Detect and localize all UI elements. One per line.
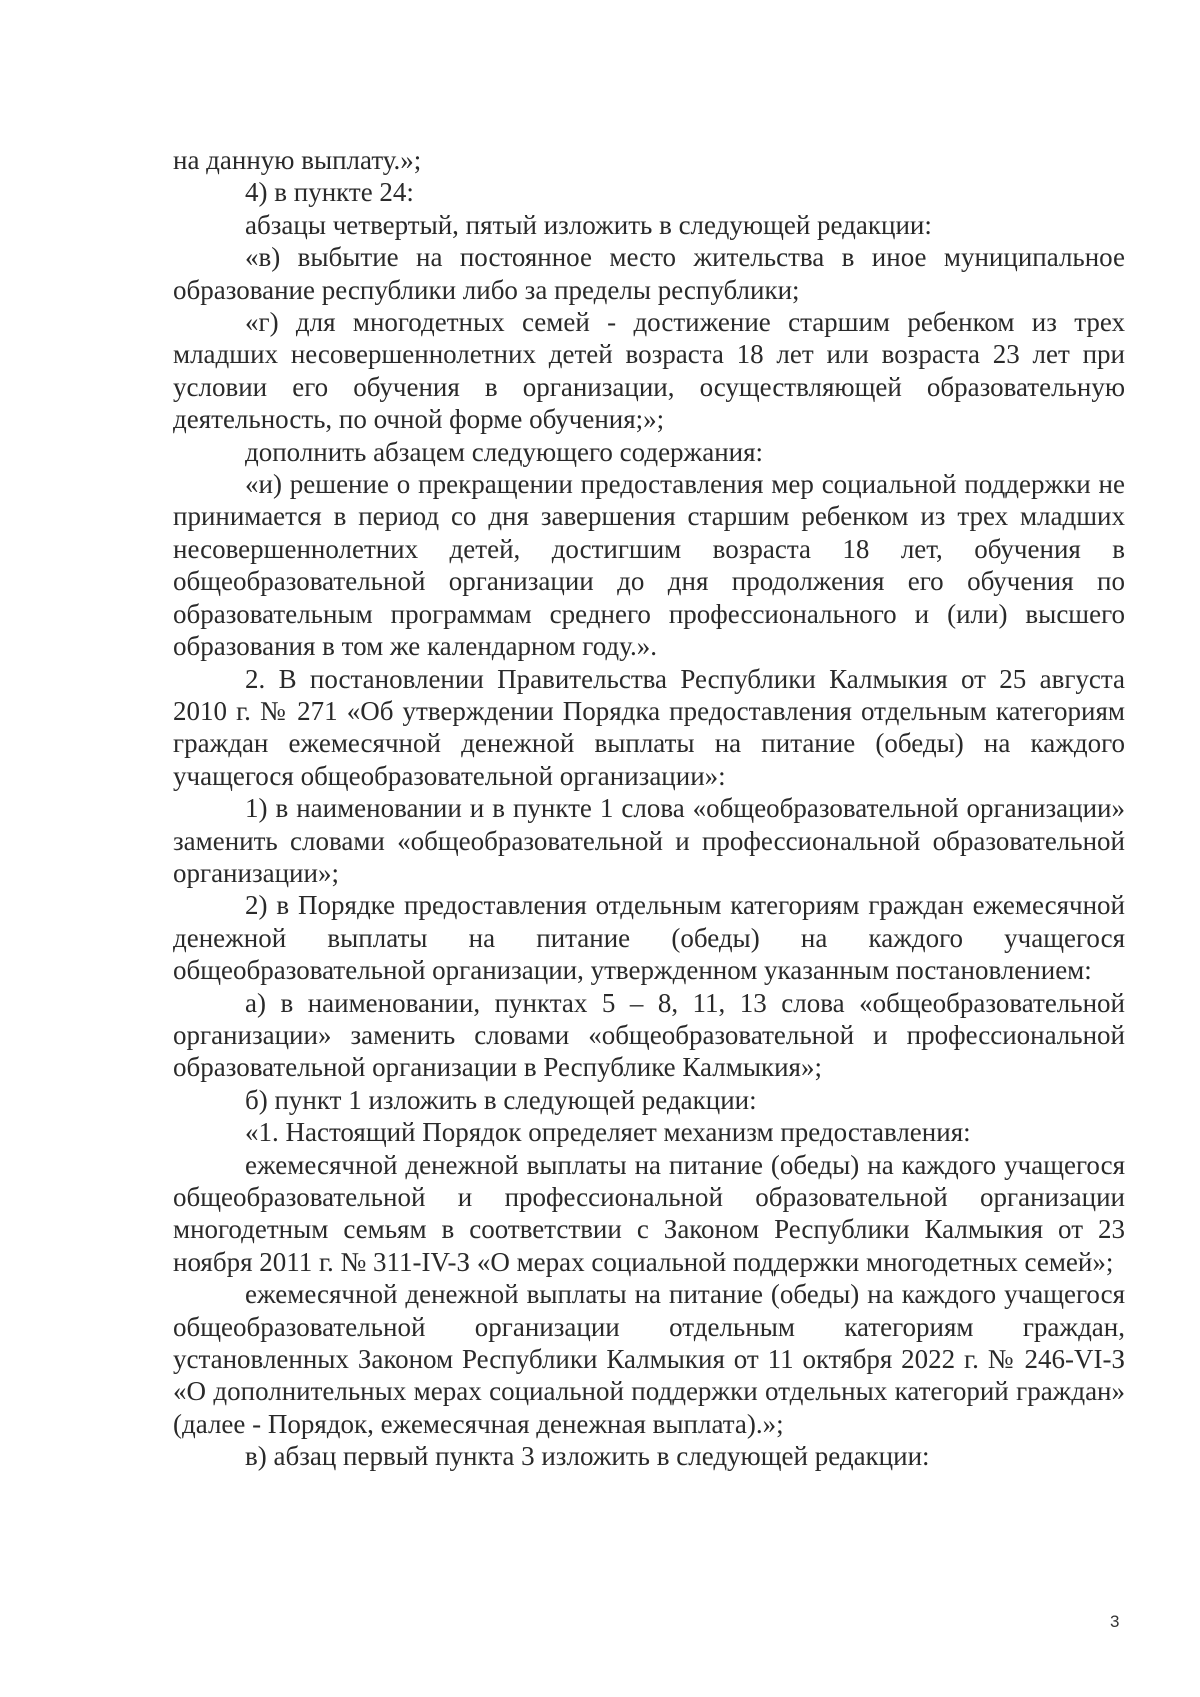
paragraph: абзацы четвертый, пятый изложить в следующей редакции: bbox=[245, 209, 932, 240]
paragraph: ежемесячной денежной выплаты на питание (обеды) на каждого учащегося общеобразовательной организации отдельным категориям граждан, установленных Законом Республики Калмыкия от 11 октября 2022 г. № 246-VI-З «О дополнительных мерах социальной поддержки отдельных категорий граждан» (далее - Порядок, ежемесячная денежная выплата).»; bbox=[173, 1279, 1125, 1439]
paragraph: на данную выплату.»; bbox=[173, 145, 422, 175]
paragraph: «г) для многодетных семей - достижение старшим ребенком из трех младших несовершеннолетних детей возраста 18 лет или возраста 23 лет при условии его обучения в организации, осуществляющей образовательную деятельность, по очной форме обучения;»; bbox=[173, 307, 1125, 435]
paragraph: 4) в пункте 24: bbox=[245, 177, 414, 208]
paragraph: 2. В постановлении Правительства Республики Калмыкия от 25 августа 2010 г. № 271 «Об утверждении Порядка предоставления отдельным категориям граждан ежемесячной денежной выплаты на питание (обеды) на каждого учащегося общеобразовательной организации»: bbox=[173, 663, 1125, 791]
paragraph: «1. Настоящий Порядок определяет механизм предоставления: bbox=[245, 1117, 971, 1148]
paragraph: б) пункт 1 изложить в следующей редакции: bbox=[245, 1084, 757, 1115]
paragraph: 2) в Порядке предоставления отдельным категориям граждан ежемесячной денежной выплаты на питание (обеды) на каждого учащегося общеобразовательной организации, утвержденном указанным постановлением: bbox=[173, 890, 1125, 986]
paragraph: дополнить абзацем следующего содержания: bbox=[245, 436, 764, 467]
paragraph: «в) выбытие на постоянное место жительства в иное муниципальное образование республики либо за пределы республики; bbox=[173, 242, 1125, 305]
paragraph: «и) решение о прекращении предоставления мер социальной поддержки не принимается в период со дня завершения старшим ребенком из трех младших несовершеннолетних детей, достигшим возраста 18 лет, обучения в общеобразовательной организации до дня продолжения его обучения по образовательным программам среднего профессионального и (или) высшего образования в том же календарном году.». bbox=[173, 469, 1125, 662]
paragraph: 1) в наименовании и в пункте 1 слова «общеобразовательной организации» заменить словами «общеобразовательной и профессиональной образовательной организации»; bbox=[173, 793, 1125, 888]
paragraph: а) в наименовании, пунктах 5 – 8, 11, 13 слова «общеобразовательной организации» заменить словами «общеобразовательной и профессиональной образовательной организации в Республике Калмыкия»; bbox=[173, 987, 1125, 1083]
paragraph: в) абзац первый пункта 3 изложить в следующей редакции: bbox=[245, 1441, 930, 1472]
document-body bbox=[173, 144, 1125, 1473]
page-number: 3 bbox=[1110, 1612, 1120, 1631]
paragraph: ежемесячной денежной выплаты на питание (обеды) на каждого учащегося общеобразовательной и профессиональной образовательной организации многодетным семьям в соответствии с Законом Республики Калмыкия от 23 ноября 2011 г. № 311-IV-З «О мерах социальной поддержки многодетных семей»; bbox=[173, 1149, 1125, 1277]
